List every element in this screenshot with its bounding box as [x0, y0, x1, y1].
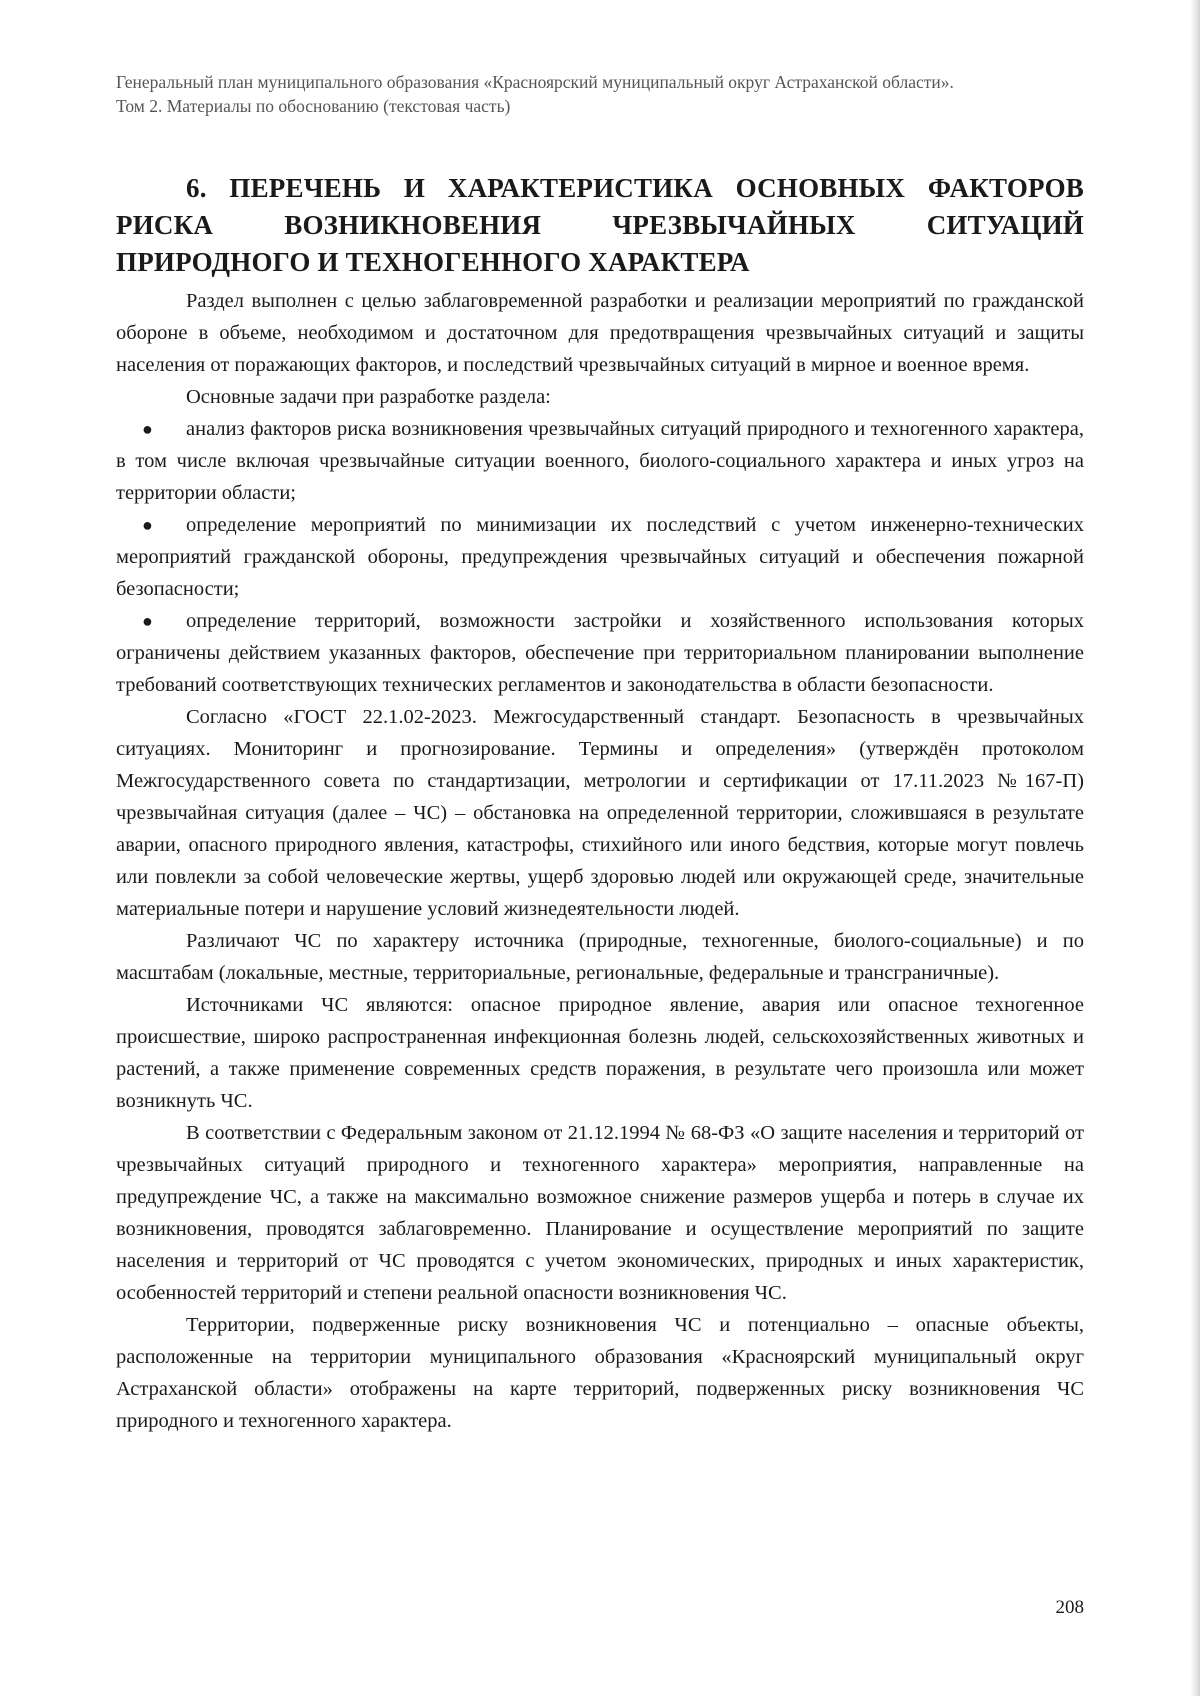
header-line-1: Генеральный план муниципального образования «Красноярский муниципальный округ Астраханской области». — [116, 72, 954, 92]
paragraph-classification: Различают ЧС по характеру источника (природные, техногенные, биолого-социальные) и по масштабам (локальные, местные, территориальные, региональные, федеральные и трансграничные). — [116, 930, 1084, 984]
paragraph-federal-law: В соответствии с Федеральным законом от 21.12.1994 № 68-ФЗ «О защите населения и территорий от чрезвычайных ситуаций природного и техногенного характера» мероприятия, направленные на предупреждение ЧС, а также на максимально возможное снижение размеров ущерба и потерь в случае их возникновения, проводятся заблаговременно. Планирование и осуществление мероприятий по защите населения и территорий от ЧС проводятся с учетом экономических, природных и иных характеристик, особенностей территорий и степени реальной опасности возникновения ЧС. — [116, 1122, 1084, 1304]
running-header — [116, 70, 1086, 118]
main-content — [116, 170, 1084, 1437]
list-item — [116, 509, 1084, 605]
section-title: 6. ПЕРЕЧЕНЬ И ХАРАКТЕРИСТИКА ОСНОВНЫХ ФАКТОРОВ РИСКА ВОЗНИКНОВЕНИЯ ЧРЕЗВЫЧАЙНЫХ СИТУАЦИЙ ПРИРОДНОГО И ТЕХНОГЕННОГО ХАРАКТЕРА — [116, 173, 1084, 277]
bullet-icon: ● — [142, 419, 153, 439]
list-item-text: определение мероприятий по минимизации их последствий с учетом инженерно-технических мероприятий гражданской обороны, предупреждения чрезвычайных ситуаций и обеспечения пожарной безопасности; — [116, 514, 1084, 600]
paragraph-tasks-intro: Основные задачи при разработке раздела: — [186, 386, 551, 408]
list-item — [116, 605, 1084, 701]
paragraph-gost-definition: Согласно «ГОСТ 22.1.02-2023. Межгосударственный стандарт. Безопасность в чрезвычайных ситуациях. Мониторинг и прогнозирование. Термины и определения» (утверждён протоколом Межгосударственного совета по стандартизации, метрологии и сертификации от 17.11.2023 №167-П) чрезвычайная ситуация (далее – ЧС) – обстановка на определенной территории, сложившаяся в результате аварии, опасного природного явления, катастрофы, стихийного или иного бедствия, которые могут повлечь или повлекли за собой человеческие жертвы, ущерб здоровью людей или окружающей среде, значительные материальные потери и нарушение условий жизнедеятельности людей. — [116, 706, 1084, 920]
header-line-2: Том 2. Материалы по обоснованию (текстовая часть) — [116, 96, 511, 116]
list-item-text: анализ факторов риска возникновения чрезвычайных ситуаций природного и техногенного характера, в том числе включая чрезвычайные ситуации военного, биолого-социального характера и иных угроз на территории области; — [116, 418, 1084, 504]
page-edge-shadow — [1190, 0, 1200, 1696]
page-number: 208 — [1055, 1597, 1084, 1618]
bullet-icon: ● — [142, 611, 153, 631]
paragraph-sources: Источниками ЧС являются: опасное природное явление, авария или опасное техногенное происшествие, широко распространенная инфекционная болезнь людей, сельскохозяйственных животных и растений, а также применение современных средств поражения, в результате чего произошла или может возникнуть ЧС. — [116, 994, 1084, 1112]
list-item — [116, 413, 1084, 509]
paragraph-risk-territories: Территории, подверженные риску возникновения ЧС и потенциально – опасные объекты, расположенные на территории муниципального образования «Красноярский муниципальный округ Астраханской области» отображены на карте территорий, подверженных риску возникновения ЧС природного и техногенного характера. — [116, 1314, 1084, 1432]
bullet-icon: ● — [142, 515, 153, 535]
list-item-text: определение территорий, возможности застройки и хозяйственного использования которых ограничены действием указанных факторов, обеспечение при территориальном планировании выполнение требований соответствующих технических регламентов и законодательства в области безопасности. — [116, 610, 1084, 696]
paragraph-purpose: Раздел выполнен с целью заблаговременной разработки и реализации мероприятий по гражданской обороне в объеме, необходимом и достаточном для предотвращения чрезвычайных ситуаций и защиты населения от поражающих факторов, и последствий чрезвычайных ситуаций в мирное и военное время. — [116, 290, 1084, 376]
